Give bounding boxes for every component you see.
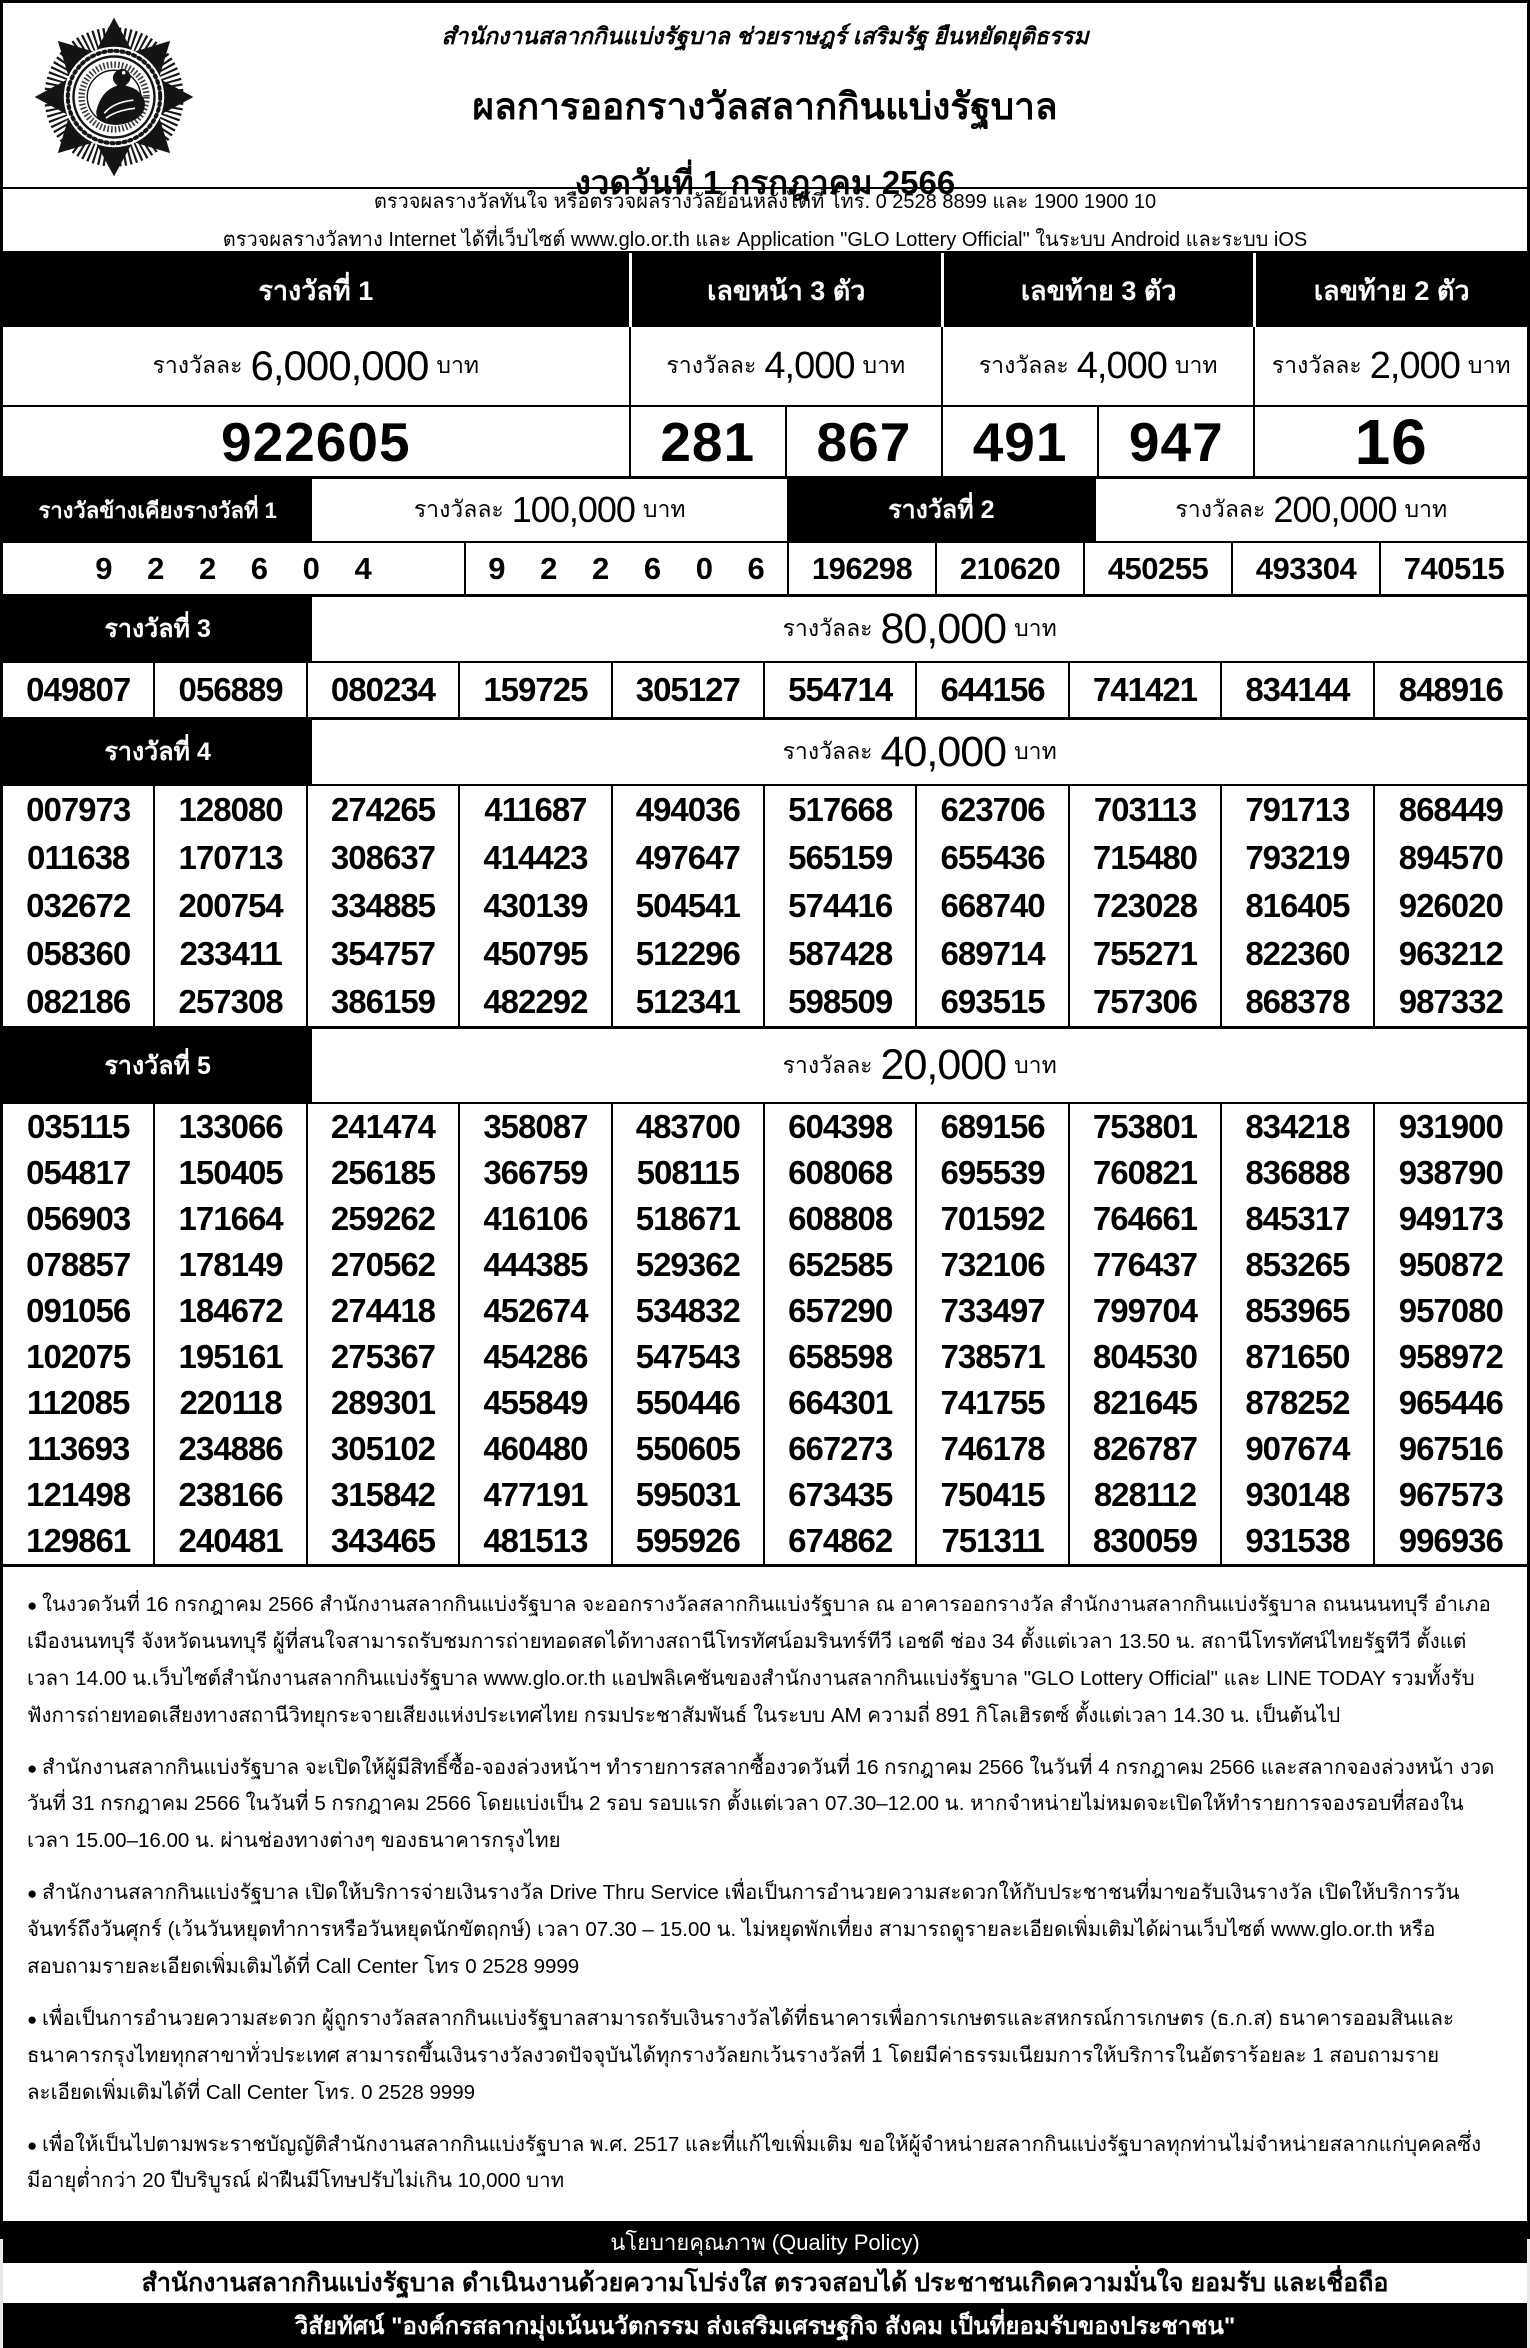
prize5-number: 836888	[1222, 1150, 1374, 1196]
prize4-number: 703113	[1070, 786, 1222, 834]
prize3-number: 305127	[613, 663, 765, 717]
adjacent-number-2: 9 2 2 6 0 6	[464, 543, 787, 594]
prize5-number: 274418	[308, 1288, 460, 1334]
prize5-number: 760821	[1070, 1150, 1222, 1196]
prize4-number: 512341	[613, 978, 765, 1026]
prize5-number: 054817	[3, 1150, 155, 1196]
prize5-number: 129861	[3, 1518, 155, 1564]
last2-amount	[1253, 327, 1527, 405]
last2-number: 16	[1253, 407, 1527, 476]
top-prizes-header-row	[3, 253, 1527, 327]
prize4-number: 655436	[917, 834, 1069, 882]
prize5-number: 455849	[460, 1380, 612, 1426]
last3-number-1: 491	[941, 407, 1097, 476]
front3-header-cell: เลขหน้า 3 ตัว	[629, 253, 941, 327]
prize4-number: 082186	[3, 978, 155, 1026]
prize5-number: 121498	[3, 1472, 155, 1518]
prize5-number: 738571	[917, 1334, 1069, 1380]
prize5-number: 931900	[1398, 1108, 1503, 1145]
prize5-number: 673435	[765, 1472, 917, 1518]
prize5-number: 751311	[917, 1518, 1069, 1564]
last3-amount-value: 4,000	[1076, 344, 1167, 387]
amount-prefix: รางวัลละ	[1271, 352, 1362, 378]
prize1-amount	[3, 327, 629, 405]
prize5-number: 853965	[1222, 1288, 1374, 1334]
prize4-number: 791713	[1222, 786, 1374, 834]
adjacent-prize2-header-row	[3, 479, 1527, 543]
prize5-number: 967516	[1398, 1430, 1503, 1467]
prize4-number: 517668	[765, 786, 917, 834]
note-paragraph: ● สำนักงานสลากกินแบ่งรัฐบาล เปิดให้บริการจ่ายเงินรางวัล Drive Thru Service เพื่อเป็นการอำนวยความสะดวกให้กับประชาชนที่มาขอรับเงินรางวัล เปิดให้บริการวันจันทร์ถึงวันศุกร์ (เว้นวันหยุดทำการหรือวันหยุดนักขัตฤกษ์) เวลา 07.30 – 15.00 น. ไม่หยุดพักเที่ยง สามารถดูรายละเอียดเพิ่มเติมได้ผ่านเว็บไซต์ www.glo.or.th หรือสอบถามรายละเอียดเพิ่มเติมได้ที่ Call Center โทร 0 2528 9999	[27, 1875, 1499, 1986]
adjacent-prize-header-cell: รางวัลข้างเคียงรางวัลที่ 1	[3, 479, 312, 541]
amount-suffix: บาท	[1467, 352, 1511, 378]
prize4-number: 598509	[765, 978, 917, 1026]
top-prizes-amount-row	[3, 327, 1527, 407]
prize4-amount-value: 40,000	[880, 727, 1007, 776]
prize4-number: 032672	[3, 882, 155, 930]
prize4-number: 011638	[3, 834, 155, 882]
prize5-number: 853265	[1222, 1242, 1374, 1288]
prize5-number: 821645	[1070, 1380, 1222, 1426]
prize3-amount	[312, 597, 1527, 661]
prize4-number: 723028	[1070, 882, 1222, 930]
prize5-number: 366759	[460, 1150, 612, 1196]
amount-prefix: รางวัลละ	[978, 352, 1069, 378]
info-line-phone: ตรวจผลรางวัลทันใจ หรือตรวจผลรางวัลย้อนหลังได้ที่ โทร. 0 2528 8899 และ 1900 1900 10	[373, 191, 1157, 213]
amount-suffix: บาท	[862, 352, 906, 378]
amount-prefix: รางวัลละ	[1175, 496, 1266, 522]
front3-number-2: 867	[785, 407, 941, 476]
prize4-number: 693515	[917, 978, 1069, 1026]
prize5-number: 667273	[765, 1426, 917, 1472]
header	[3, 3, 1527, 201]
prize4-number: 587428	[765, 930, 917, 978]
prize4-number: 623706	[917, 786, 1069, 834]
prize5-number: 689156	[917, 1104, 1069, 1150]
quality-policy-text: สำนักงานสลากกินแบ่งรัฐบาล ดำเนินงานด้วยความโปร่งใส ตรวจสอบได้ ประชาชนเกิดความมั่นใจ ยอมรับ และเชื่อถือ	[3, 2263, 1527, 2303]
prize5-number: 113693	[3, 1426, 155, 1472]
note-paragraph: ● เพื่อเป็นการอำนวยความสะดวก ผู้ถูกรางวัลสลากกินแบ่งรัฐบาลสามารถรับเงินรางวัลได้ที่ธนาคารเพื่อการเกษตรและสหกรณ์การเกษตร (ธ.ก.ส) ธนาคารออมสินและธนาคารกรุงไทยทุกสาขาทั่วประเทศ สามารถขึ้นเงินรางวัลงวดปัจจุบันได้ทุกรางวัลยกเว้นรางวัลที่ 1 โดยมีค่าธรรมเนียมการให้บริการในอัตราร้อยละ 1 สอบถามรายละเอียดเพิ่มเติมได้ที่ Call Center โทร. 0 2528 9999	[27, 2001, 1499, 2112]
prize5-number: 695539	[917, 1150, 1069, 1196]
prize5-number: 958972	[1398, 1338, 1503, 1375]
prize3-number: 159725	[460, 663, 612, 717]
prize4-header-row	[3, 720, 1527, 786]
prize5-number: 931538	[1222, 1518, 1374, 1564]
prize4-numbers	[3, 786, 1527, 1029]
amount-prefix: รางวัลละ	[782, 738, 873, 764]
amount-suffix: บาท	[1014, 1051, 1057, 1078]
note-paragraph: ● เพื่อให้เป็นไปตามพระราชบัญญัติสำนักงานสลากกินแบ่งรัฐบาล พ.ศ. 2517 และที่แก้ไขเพิ่มเติม ขอให้ผู้จำหน่ายสลากกินแบ่งรัฐบาลทุกท่านไม่จำหน่ายสลากแก่บุคคลซึ่งมีอายุต่ำกว่า 20 ปีบริบูรณ์ ฝ่าฝืนมีโทษปรับไม่เกิน 10,000 บาท	[27, 2127, 1499, 2201]
prize5-number: 967573	[1398, 1476, 1503, 1513]
amount-prefix: รางวัลละ	[782, 1051, 873, 1078]
amount-suffix: บาท	[1014, 738, 1057, 764]
header-text	[3, 3, 1527, 209]
prize4-number: 334885	[308, 882, 460, 930]
prize5-number: 799704	[1070, 1288, 1222, 1334]
info-line-internet: ตรวจผลรางวัลทาง Internet ได้ที่เว็บไซต์ www.glo.or.th และ Application "GLO Lottery Official" ในระบบ Android และระบบ iOS	[222, 229, 1308, 251]
amount-prefix: รางวัลละ	[152, 352, 243, 378]
prize2-number: 740515	[1379, 543, 1527, 594]
prize2-amount-value: 200,000	[1273, 489, 1397, 530]
last3-amount	[941, 327, 1253, 405]
adjacent-prize-amount	[312, 479, 787, 541]
prize5-number: 550605	[613, 1426, 765, 1472]
prize4-number: 128080	[155, 786, 307, 834]
last3-header-cell: เลขท้าย 3 ตัว	[941, 253, 1253, 327]
prize4-number: 354757	[308, 930, 460, 978]
prize5-number: 238166	[155, 1472, 307, 1518]
note-paragraph: ● ในงวดวันที่ 16 กรกฎาคม 2566 สำนักงานสลากกินแบ่งรัฐบาล จะออกรางวัลสลากกินแบ่งรัฐบาล ณ อาคารออกรางวัล สำนักงานสลากกินแบ่งรัฐบาล ถนนนนทบุรี อำเภอเมืองนนทบุรี จังหวัดนนทบุรี ผู้ที่สนใจสามารถรับชมการถ่ายทอดสดได้ทางสถานีโทรทัศน์อมรินทร์ทีวี เอชดี ช่อง 34 ตั้งแต่เวลา 13.50 น. สถานีโทรทัศน์ไทยรัฐทีวี ตั้งแต่เวลา 14.00 น.เว็บไซต์สำนักงานสลากกินแบ่งรัฐบาล www.glo.or.th แอปพลิเคชันของสำนักงานสลากกินแบ่งรัฐบาล "GLO Lottery Official" และ LINE TODAY รวมทั้งรับฟังการถ่ายทอดเสียงทางสถานีวิทยุกระจายเสียงแห่งประเทศไทย กรมประชาสัมพันธ์ ในระบบ AM ความถี่ 891 กิโลเฮิรตซ์ ตั้งแต่เวลา 14.30 น. เป็นต้นไป	[27, 1587, 1499, 1735]
prize5-number: 828112	[1070, 1472, 1222, 1518]
prize5-number: 256185	[308, 1150, 460, 1196]
prize5-number: 595031	[613, 1472, 765, 1518]
prize3-number: 741421	[1070, 663, 1222, 717]
prize5-number: 171664	[155, 1196, 307, 1242]
prize5-number: 608068	[765, 1150, 917, 1196]
prize5-number: 950872	[1398, 1246, 1503, 1283]
prize4-number: 058360	[3, 930, 155, 978]
prize2-numbers	[787, 543, 1527, 594]
prize4-number: 450795	[460, 930, 612, 978]
prize4-number: 200754	[155, 882, 307, 930]
prize5-header-cell: รางวัลที่ 5	[3, 1029, 312, 1102]
prize5-number: 035115	[3, 1104, 155, 1150]
prize5-number: 483700	[613, 1104, 765, 1150]
prize2-number: 210620	[935, 543, 1083, 594]
prize4-number: 494036	[613, 786, 765, 834]
amount-suffix: บาท	[436, 352, 480, 378]
prize4-number: 497647	[613, 834, 765, 882]
prize4-number: 233411	[155, 930, 307, 978]
prize5-number: 674862	[765, 1518, 917, 1564]
last2-header-cell: เลขท้าย 2 ตัว	[1253, 253, 1527, 327]
prize5-number: 270562	[308, 1242, 460, 1288]
amount-suffix: บาท	[642, 496, 686, 522]
prize5-number: 056903	[3, 1196, 155, 1242]
prize4-number: 430139	[460, 882, 612, 930]
prize5-number: 732106	[917, 1242, 1069, 1288]
prize5-number: 845317	[1222, 1196, 1374, 1242]
prize5-number: 871650	[1222, 1334, 1374, 1380]
prize4-number: 504541	[613, 882, 765, 930]
prize4-number: 386159	[308, 978, 460, 1026]
prize4-number: 868378	[1222, 978, 1374, 1026]
prize5-number: 275367	[308, 1334, 460, 1380]
last2-amount-value: 2,000	[1369, 344, 1460, 387]
prize5-number: 508115	[613, 1150, 765, 1196]
front3-amount	[629, 327, 941, 405]
prize5-number: 834218	[1222, 1104, 1374, 1150]
prize5-number: 664301	[765, 1380, 917, 1426]
prize4-number: 512296	[613, 930, 765, 978]
prize4-header-cell: รางวัลที่ 4	[3, 720, 312, 784]
prize2-number: 196298	[787, 543, 935, 594]
prize3-numbers	[3, 663, 1527, 720]
top-prizes-number-row	[3, 407, 1527, 479]
prize3-number: 848916	[1398, 671, 1503, 708]
prize4-number: 574416	[765, 882, 917, 930]
prize1-amount-value: 6,000,000	[250, 342, 429, 389]
prize5-header-row	[3, 1029, 1527, 1104]
prize4-number: 894570	[1398, 839, 1503, 876]
prize5-number: 454286	[460, 1334, 612, 1380]
amount-prefix: รางวัลละ	[782, 615, 873, 641]
prize5-number: 477191	[460, 1472, 612, 1518]
prize5-number: 358087	[460, 1104, 612, 1150]
prize4-number: 757306	[1070, 978, 1222, 1026]
prize4-number: 257308	[155, 978, 307, 1026]
prize5-number: 746178	[917, 1426, 1069, 1472]
prize3-number: 834144	[1222, 663, 1374, 717]
prize5-number: 750415	[917, 1472, 1069, 1518]
prize5-amount	[312, 1029, 1527, 1102]
prize1-number: 922605	[221, 410, 411, 473]
prize5-number: 133066	[155, 1104, 307, 1150]
prize4-number: 170713	[155, 834, 307, 882]
prize5-number: 753801	[1070, 1104, 1222, 1150]
prize4-number: 274265	[308, 786, 460, 834]
prize4-number: 668740	[917, 882, 1069, 930]
prize3-number: 056889	[155, 663, 307, 717]
prize5-number: 416106	[460, 1196, 612, 1242]
note-paragraph: ● สำนักงานสลากกินแบ่งรัฐบาล จะเปิดให้ผู้มีสิทธิ์ซื้อ-จองล่วงหน้าฯ ทำรายการสลากซื้องวดวันที่ 16 กรกฎาคม 2566 ในวันที่ 4 กรกฎาคม 2566 และสลากจองล่วงหน้า งวดวันที่ 31 กรกฎาคม 2566 ในวันที่ 5 กรกฎาคม 2566 โดยแบ่งเป็น 2 รอบ รอบแรก ตั้งแต่เวลา 07.30–12.00 น. หากจำหน่ายไม่หมดจะเปิดให้ทำรายการจองรอบที่สองในเวลา 15.00–16.00 น. ผ่านช่องทางต่างๆ ของธนาคารกรุงไทย	[27, 1750, 1499, 1861]
page-title: ผลการออกรางวัลสลากกินแบ่งรัฐบาล	[472, 86, 1058, 127]
front3-number-1: 281	[629, 407, 785, 476]
prize5-number: 315842	[308, 1472, 460, 1518]
prize5-number: 452674	[460, 1288, 612, 1334]
prize4-number: 411687	[460, 786, 612, 834]
prize4-number: 715480	[1070, 834, 1222, 882]
prize5-numbers	[3, 1104, 1527, 1567]
prize5-number: 150405	[155, 1150, 307, 1196]
prize5-number: 965446	[1398, 1384, 1503, 1421]
prize5-number: 220118	[155, 1380, 307, 1426]
prize5-number: 195161	[155, 1334, 307, 1380]
adjacent-number-1: 9 2 2 6 0 4	[95, 550, 385, 586]
prize5-number: 741755	[917, 1380, 1069, 1426]
prize3-amount-value: 80,000	[880, 604, 1007, 653]
prize5-number: 658598	[765, 1334, 917, 1380]
prize3-number: 049807	[3, 663, 155, 717]
prize5-number: 178149	[155, 1242, 307, 1288]
prize5-number: 184672	[155, 1288, 307, 1334]
amount-suffix: บาท	[1014, 615, 1057, 641]
prize2-number: 493304	[1231, 543, 1379, 594]
prize1-header-cell: รางวัลที่ 1	[258, 275, 374, 306]
prize5-number: 529362	[613, 1242, 765, 1288]
last3-number-2: 947	[1097, 407, 1253, 476]
prize4-amount	[312, 720, 1527, 784]
prize5-number: 701592	[917, 1196, 1069, 1242]
prize5-number: 078857	[3, 1242, 155, 1288]
prize4-number: 007973	[3, 786, 155, 834]
prize5-number: 608808	[765, 1196, 917, 1242]
prize5-number: 460480	[460, 1426, 612, 1472]
prize5-number: 804530	[1070, 1334, 1222, 1380]
prize5-number: 534832	[613, 1288, 765, 1334]
prize5-number: 949173	[1398, 1200, 1503, 1237]
amount-suffix: บาท	[1174, 352, 1218, 378]
prize5-number: 547543	[613, 1334, 765, 1380]
amount-suffix: บาท	[1404, 496, 1448, 522]
prize4-number: 963212	[1398, 935, 1503, 972]
adjacent-amount-value: 100,000	[511, 489, 635, 530]
prize4-number: 987332	[1398, 983, 1503, 1020]
glo-emblem-icon	[33, 13, 195, 181]
prize5-number: 657290	[765, 1288, 917, 1334]
prize5-number: 733497	[917, 1288, 1069, 1334]
prize4-number: 755271	[1070, 930, 1222, 978]
prize5-number: 878252	[1222, 1380, 1374, 1426]
prize2-header-cell: รางวัลที่ 2	[787, 479, 1096, 541]
prize5-number: 240481	[155, 1518, 307, 1564]
prize5-number: 091056	[3, 1288, 155, 1334]
prize5-number: 112085	[3, 1380, 155, 1426]
prize5-number: 957080	[1398, 1292, 1503, 1329]
prize5-number: 102075	[3, 1334, 155, 1380]
prize5-number: 234886	[155, 1426, 307, 1472]
prize3-number: 080234	[308, 663, 460, 717]
draw-date: งวดวันที่ 1 กรกฎาคม 2566	[574, 164, 956, 201]
prize4-number: 308637	[308, 834, 460, 882]
prize4-number: 482292	[460, 978, 612, 1026]
prize4-number: 565159	[765, 834, 917, 882]
prize5-number: 550446	[613, 1380, 765, 1426]
quality-policy-title-bar: นโยบายคุณภาพ (Quality Policy)	[3, 2221, 1527, 2263]
prize4-number: 868449	[1398, 791, 1503, 828]
amount-prefix: รางวัลละ	[666, 352, 757, 378]
prize2-amount	[1096, 479, 1527, 541]
prize4-number: 793219	[1222, 834, 1374, 882]
prize5-number: 604398	[765, 1104, 917, 1150]
prize5-number: 826787	[1070, 1426, 1222, 1472]
prize5-number: 764661	[1070, 1196, 1222, 1242]
prize5-number: 595926	[613, 1518, 765, 1564]
prize4-number: 689714	[917, 930, 1069, 978]
prize5-number: 241474	[308, 1104, 460, 1150]
agency-motto: สำนักงานสลากกินแบ่งรัฐบาล ช่วยราษฎร์ เสริมรัฐ ยืนหยัดยุติธรรม	[441, 23, 1089, 49]
front3-amount-value: 4,000	[764, 344, 855, 387]
prize5-number: 930148	[1222, 1472, 1374, 1518]
prize5-number: 289301	[308, 1380, 460, 1426]
announcement-notes	[3, 1567, 1527, 2221]
prize5-number: 305102	[308, 1426, 460, 1472]
prize3-header-row	[3, 597, 1527, 663]
prize5-number: 996936	[1398, 1522, 1503, 1559]
amount-prefix: รางวัลละ	[413, 496, 504, 522]
prize5-number: 343465	[308, 1518, 460, 1564]
prize5-number: 830059	[1070, 1518, 1222, 1564]
prize2-number: 450255	[1083, 543, 1231, 594]
prize3-number: 554714	[765, 663, 917, 717]
adjacent-prize2-number-row	[3, 543, 1527, 597]
prize4-number: 414423	[460, 834, 612, 882]
prize4-number: 926020	[1398, 887, 1503, 924]
vision-statement-bar: วิสัยทัศน์ "องค์กรสลากมุ่งเน้นนวัตกรรม ส่งเสริมเศรษฐกิจ สังคม เป็นที่ยอมรับของประชาชน"	[3, 2303, 1527, 2348]
prize5-number: 444385	[460, 1242, 612, 1288]
prize5-number: 938790	[1398, 1154, 1503, 1191]
prize5-number: 481513	[460, 1518, 612, 1564]
prize3-number: 644156	[917, 663, 1069, 717]
prize4-number: 816405	[1222, 882, 1374, 930]
prize5-number: 259262	[308, 1196, 460, 1242]
prize5-number: 907674	[1222, 1426, 1374, 1472]
prize5-number: 518671	[613, 1196, 765, 1242]
prize5-amount-value: 20,000	[880, 1041, 1007, 1089]
prize4-number: 822360	[1222, 930, 1374, 978]
prize5-number: 776437	[1070, 1242, 1222, 1288]
prize5-number: 652585	[765, 1242, 917, 1288]
prize3-header-cell: รางวัลที่ 3	[3, 597, 312, 661]
